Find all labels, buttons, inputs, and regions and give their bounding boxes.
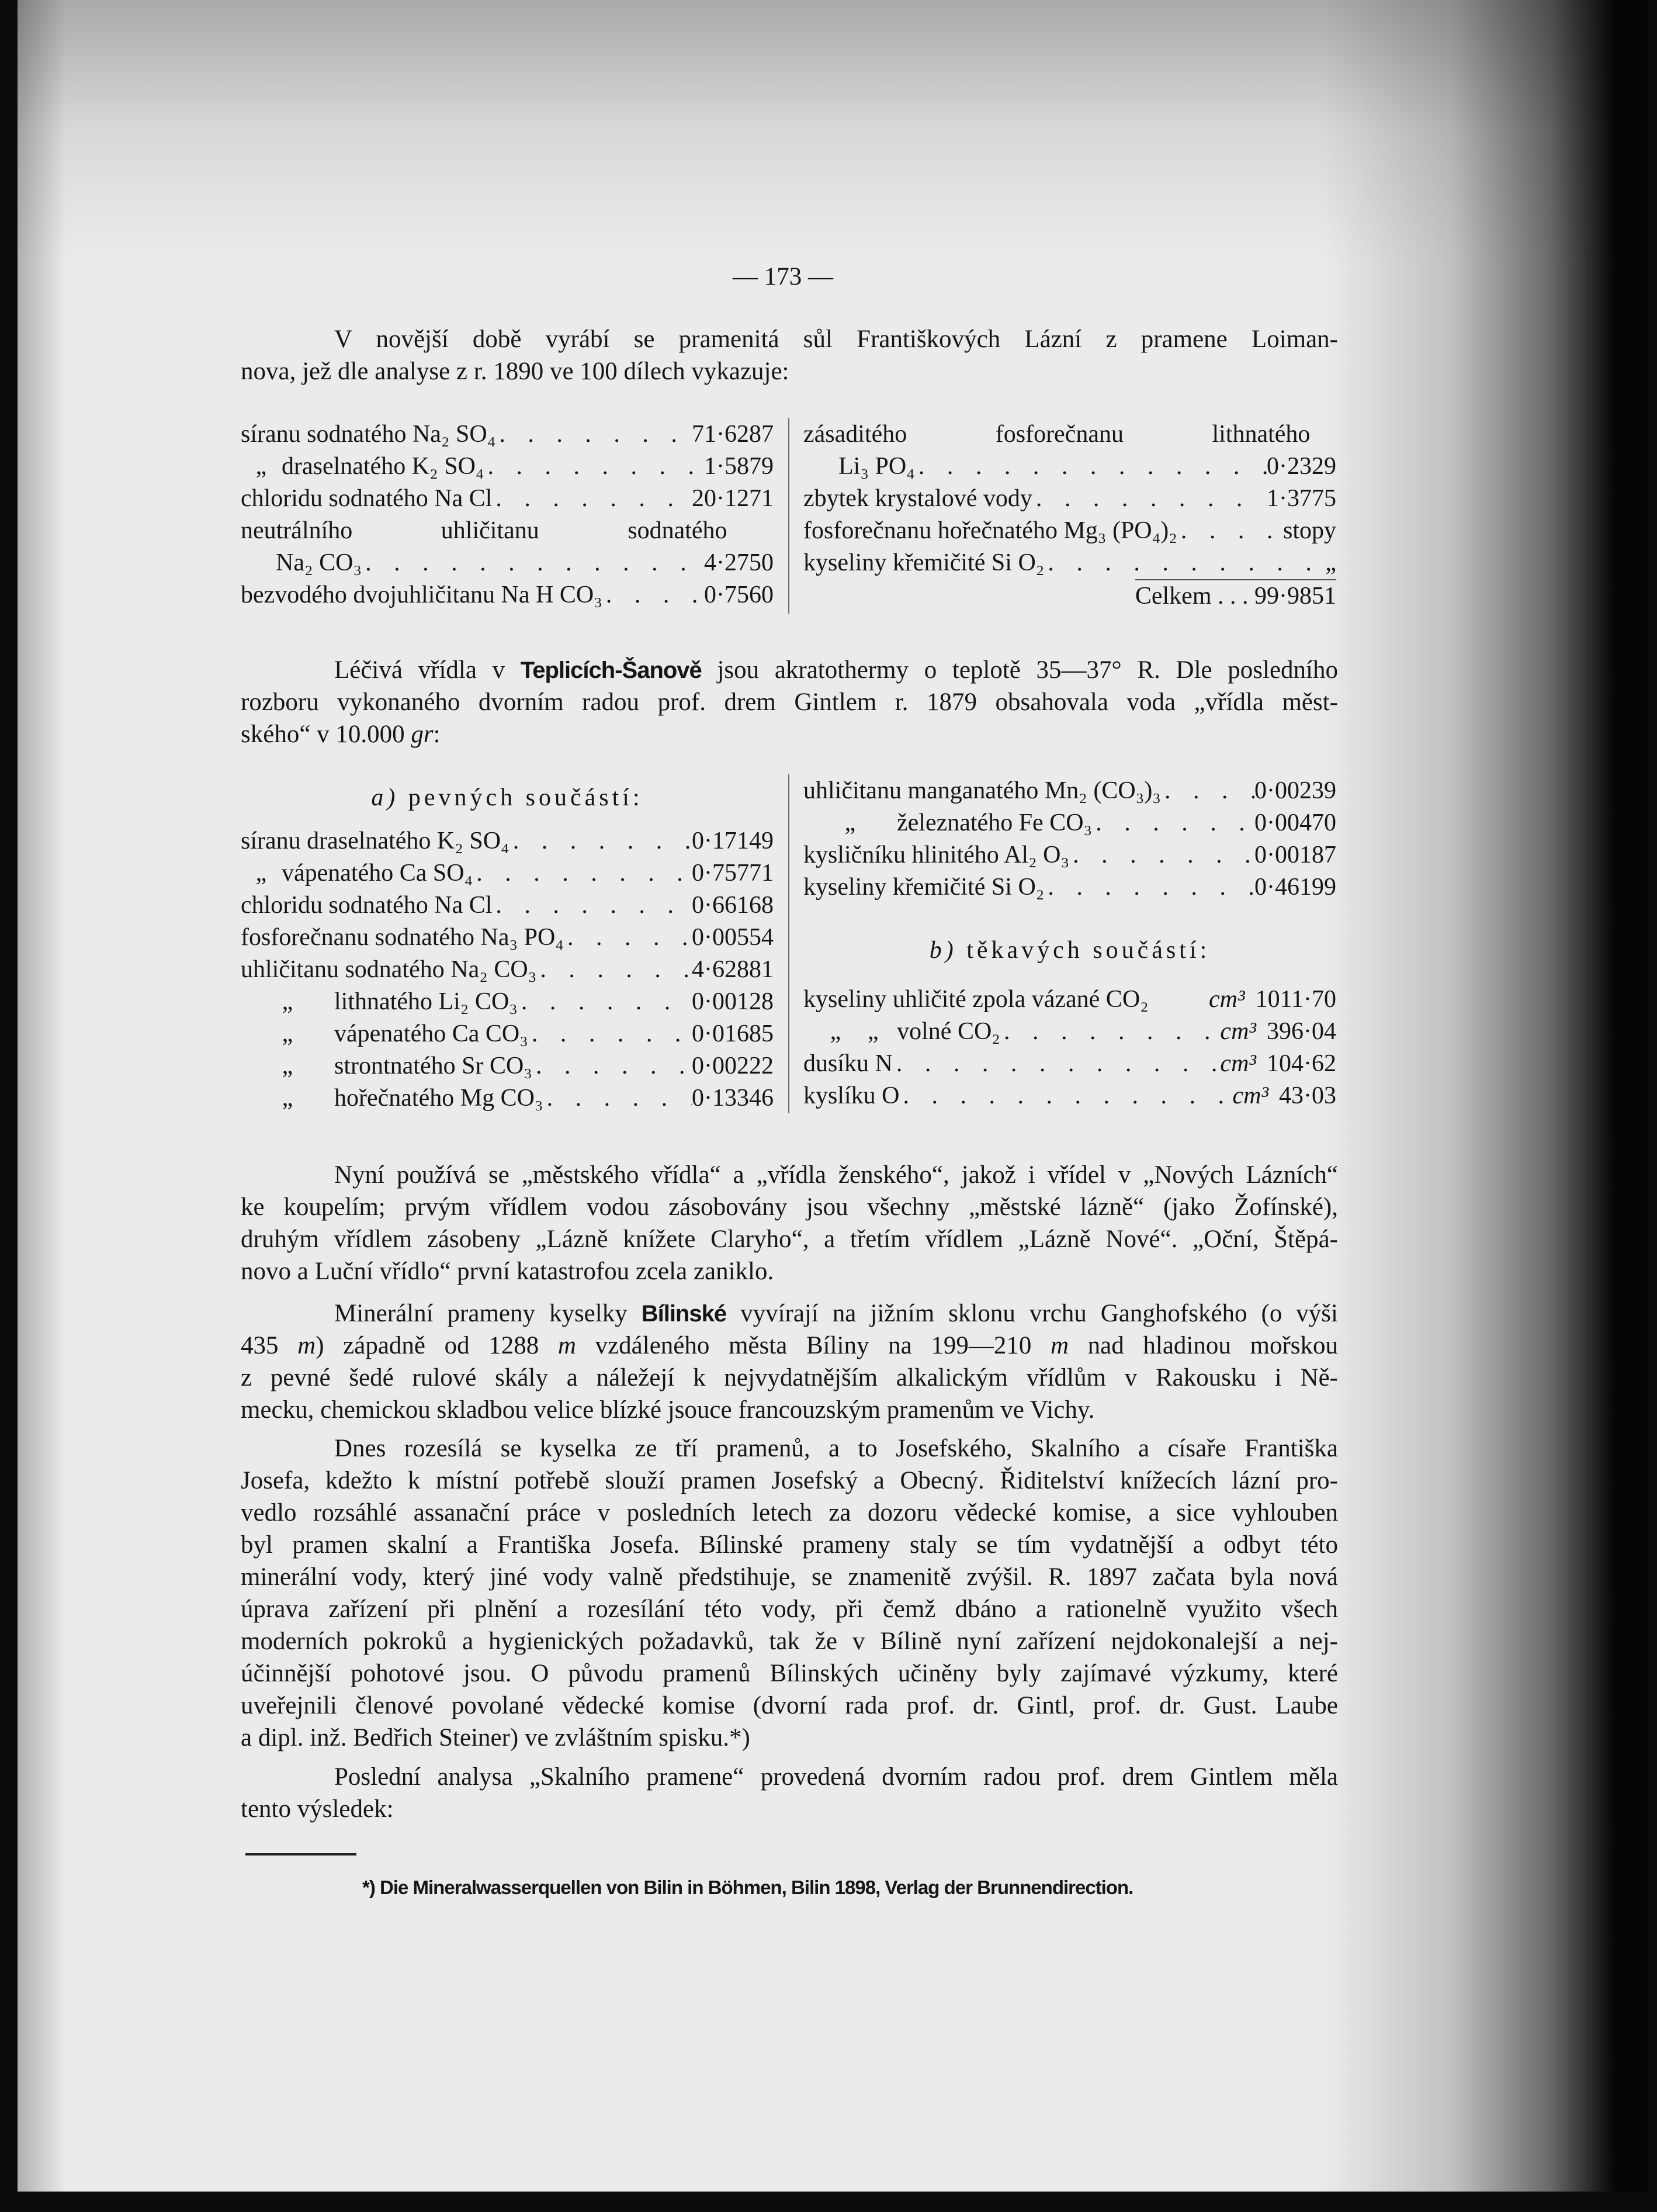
ditto-mark: „ bbox=[255, 453, 267, 480]
row-value: 4·2750 bbox=[704, 549, 774, 576]
row-label: chloridu sodnatého Na Cl bbox=[241, 892, 493, 919]
line-content bbox=[241, 688, 1338, 716]
text-run: uveřejnili členové povolané vědecké komise (dvorní rada prof. dr. Gintl, prof. dr. Gust. Laube bbox=[241, 1692, 1338, 1719]
line-content bbox=[241, 1692, 1338, 1719]
text-line bbox=[241, 654, 1338, 686]
table-row bbox=[241, 1050, 774, 1082]
line-content bbox=[241, 1660, 1338, 1687]
text-run: mecku, chemickou skladbou velice blízké jsouce francouzským pramenům ve Vichy. bbox=[241, 1396, 1095, 1424]
row-value: 0·66168 bbox=[692, 892, 774, 919]
table-row bbox=[803, 1080, 1336, 1112]
spacer bbox=[241, 814, 774, 825]
line-content bbox=[334, 1161, 1338, 1189]
table-row bbox=[803, 871, 1336, 904]
text-line bbox=[241, 1223, 1338, 1255]
table-row bbox=[241, 954, 774, 986]
row-label: dusíku N bbox=[803, 1050, 893, 1077]
bold-text: Bílinské bbox=[641, 1301, 727, 1327]
text-line bbox=[241, 1657, 1338, 1690]
row-label: chloridu sodnatého Na Cl bbox=[241, 485, 493, 512]
table1-column-divider bbox=[788, 418, 789, 614]
text-line bbox=[241, 1465, 1338, 1497]
row-value: 1·3775 bbox=[1267, 485, 1336, 512]
text-run: vedlo rozsáhlé assanační práce v posledních letech za dozoru vědecké komise, a sice vyhlouben bbox=[241, 1499, 1338, 1526]
dot-leader bbox=[1000, 1016, 1220, 1048]
table-row bbox=[241, 418, 774, 451]
table-row bbox=[803, 775, 1336, 807]
table2-right-column bbox=[803, 775, 1336, 904]
italic-text: m bbox=[297, 1332, 316, 1359]
line-content bbox=[241, 1563, 1338, 1591]
text-line bbox=[241, 1690, 1338, 1722]
line-content bbox=[241, 1795, 394, 1823]
total-cell bbox=[1135, 579, 1336, 612]
total-value: 99·9851 bbox=[1254, 583, 1336, 610]
row-label: fosforečnanu hořečnatého Mg₃ (PO₄)₂ bbox=[803, 517, 1177, 544]
row-label: kyseliny uhličité zpola vázané CO₂ bbox=[803, 986, 1149, 1013]
row-label: lithnatého Li₂ CO₃ bbox=[334, 988, 518, 1015]
text-line bbox=[241, 718, 1338, 750]
text-run: druhým vřídlem zásobeny „Lázně knížete Claryho“, a třetím vřídlem „Lázně Nové“. „Oční, Štěpá- bbox=[241, 1226, 1338, 1253]
heading-letter: a) bbox=[371, 784, 399, 811]
dot-leader bbox=[900, 1080, 1233, 1112]
text-line bbox=[241, 1191, 1338, 1223]
table-row bbox=[803, 579, 1336, 611]
unit-label: cm³ bbox=[1208, 986, 1245, 1013]
line-content bbox=[334, 1435, 1338, 1462]
dot-leader bbox=[484, 451, 704, 483]
table-row bbox=[241, 857, 774, 889]
row-value: 0·17149 bbox=[692, 828, 774, 854]
text-run: Léčivá vřídla v bbox=[334, 656, 521, 684]
text-run: Minerální prameny kyselky bbox=[334, 1300, 642, 1327]
text-run: byl pramen skalní a Františka Josefa. Bílinské prameny staly se tím vydatnější a odbyt této bbox=[241, 1531, 1338, 1559]
line-content bbox=[241, 1226, 1338, 1253]
table-row bbox=[803, 418, 1336, 451]
text-run: Josefa, kdežto k místní potřebě slouží pramen Josefský a Obecný. Řiditelství knížecích lázní pro- bbox=[241, 1467, 1338, 1494]
row-value: 4·62881 bbox=[692, 956, 774, 983]
dot-leader bbox=[1032, 483, 1267, 515]
footnote: *) Die Mineralwasserquellen von Bilin in Böhmen, Bilin 1898, Verlag der Brunnendirection. bbox=[362, 1877, 1133, 1898]
row-label: draselnatého K₂ SO₄ bbox=[282, 453, 484, 480]
dot-leader bbox=[1177, 515, 1283, 547]
table-row bbox=[241, 515, 774, 547]
row-value: 0·00128 bbox=[692, 988, 774, 1015]
dot-leader bbox=[1069, 839, 1254, 871]
table1-right-column bbox=[803, 418, 1336, 611]
table2-solid-components bbox=[241, 782, 774, 1114]
row-label: síranu sodnatého Na₂ SO₄ bbox=[241, 421, 496, 448]
row-label: hořečnatého Mg CO₃ bbox=[334, 1085, 543, 1112]
row-value: 0·00470 bbox=[1254, 809, 1336, 836]
text-line bbox=[241, 1297, 1338, 1330]
row-label: uhličitanu sodnatého Na₂ CO₃ bbox=[241, 956, 537, 983]
text-line bbox=[241, 686, 1338, 718]
row-value: „ bbox=[1325, 549, 1336, 576]
text-line bbox=[241, 1561, 1338, 1593]
text-line bbox=[241, 1529, 1338, 1561]
row-label: kyseliny křemičité Si O₂ bbox=[803, 874, 1045, 901]
row-label: vápenatého Ca SO₄ bbox=[282, 860, 473, 887]
ditto-mark: „ bbox=[830, 1018, 841, 1045]
row-value: 0·46199 bbox=[1254, 874, 1336, 901]
text-line bbox=[241, 1362, 1338, 1394]
paragraph-bilin-export bbox=[241, 1432, 1338, 1754]
row-value: 20·1271 bbox=[692, 485, 774, 512]
table-row bbox=[241, 547, 774, 579]
table-row bbox=[803, 1048, 1336, 1080]
table-row bbox=[241, 451, 774, 483]
row-value: 0·01685 bbox=[692, 1020, 774, 1047]
heading-letter: b) bbox=[929, 937, 957, 964]
row-label: uhličitanu manganatého Mn₂ (CO₃)₃ bbox=[803, 777, 1161, 804]
dot-leader bbox=[602, 579, 704, 611]
text-run: tento výsledek: bbox=[241, 1795, 394, 1823]
table-row bbox=[803, 839, 1336, 871]
row-value: 0·00222 bbox=[692, 1053, 774, 1079]
line-content bbox=[334, 326, 1338, 353]
row-value: 0·00554 bbox=[692, 924, 774, 951]
line-content bbox=[241, 1595, 1338, 1623]
row-label: zásaditého fosforečnanu lithnatého bbox=[803, 421, 1311, 448]
table-row bbox=[241, 986, 774, 1018]
heading-text: pevných součástí: bbox=[398, 784, 643, 811]
dot-leader bbox=[1044, 871, 1254, 904]
table-row bbox=[241, 889, 774, 922]
text-run: ) západně od 1288 bbox=[316, 1332, 558, 1359]
text-run: vzdáleného města Bíliny na 199—210 bbox=[576, 1332, 1051, 1359]
row-value: 0·13346 bbox=[692, 1085, 774, 1112]
line-content bbox=[241, 1499, 1338, 1526]
text-line bbox=[241, 1793, 1338, 1825]
table-row bbox=[241, 483, 774, 515]
text-line bbox=[241, 323, 1338, 355]
dot-leader bbox=[495, 418, 692, 451]
line-content bbox=[241, 1364, 1338, 1391]
line-content bbox=[334, 1300, 1338, 1327]
text-run: ke koupelím; prvým vřídlem vodou zásobovány jsou všechny „městské lázně“ (jako Žofínské), bbox=[241, 1193, 1338, 1221]
text-run: V novější době vyrábí se pramenitá sůl Františkových Lázní z pramene Loiman- bbox=[334, 326, 1338, 353]
row-label: kyseliny křemičité Si O₂ bbox=[803, 549, 1045, 576]
row-value: 0·2329 bbox=[1267, 453, 1336, 480]
heading-text: těkavých součástí: bbox=[956, 937, 1211, 964]
ditto-mark: „ bbox=[844, 809, 856, 836]
total-leader: . . . bbox=[1211, 583, 1254, 610]
table-row bbox=[803, 984, 1336, 1016]
line-content bbox=[241, 1258, 774, 1285]
italic-text: gr bbox=[411, 721, 434, 748]
line-content bbox=[241, 721, 441, 748]
table-row bbox=[241, 579, 774, 611]
text-run: Poslední analysa „Skalního pramene“ provedená dvorním radou prof. drem Gintlem měla bbox=[334, 1763, 1338, 1791]
dot-leader bbox=[492, 889, 692, 922]
dot-leader bbox=[528, 1018, 692, 1050]
line-content bbox=[241, 1531, 1338, 1559]
text-line bbox=[241, 1625, 1338, 1657]
row-value: 0·7560 bbox=[704, 581, 774, 608]
text-run: moderních pokroků a hygienických požadavků, tak že v Bílině nyní zařízení nejdokonalejší a nej- bbox=[241, 1628, 1338, 1655]
text-run: Dnes rozesílá se kyselka ze tří pramenů, a to Josefského, Skalního a císaře Františka bbox=[334, 1435, 1338, 1462]
italic-text: m bbox=[557, 1332, 576, 1359]
dot-leader bbox=[509, 825, 692, 857]
row-value: 0·75771 bbox=[692, 860, 774, 887]
total-label: Celkem bbox=[1135, 583, 1212, 610]
row-value: 0·00187 bbox=[1254, 842, 1336, 868]
text-run: účinnější pohotové jsou. O původu pramenů Bílinských učiněny byly zajímavé výzkumy, které bbox=[241, 1660, 1338, 1687]
text-line bbox=[241, 1159, 1338, 1191]
line-content bbox=[241, 1332, 1338, 1359]
section-heading bbox=[241, 782, 774, 814]
text-run: z pevné šedé rulové skály a náležejí k nejvydatnějším alkalickým vřídlům v Rakousku i Ně- bbox=[241, 1364, 1338, 1391]
text-run: novo a Luční vřídlo“ první katastrofou zcela zaniklo. bbox=[241, 1258, 774, 1285]
table2-column-divider bbox=[788, 774, 789, 1113]
table-row bbox=[241, 1082, 774, 1114]
line-content bbox=[241, 358, 789, 385]
table-row bbox=[803, 807, 1336, 839]
text-run: ského“ v 10.000 bbox=[241, 721, 411, 748]
text-line bbox=[241, 1394, 1338, 1426]
section-heading bbox=[803, 934, 1336, 967]
table-row bbox=[803, 483, 1336, 515]
dot-leader bbox=[536, 954, 692, 986]
table-row bbox=[241, 922, 774, 954]
paragraph-teplice bbox=[241, 654, 1338, 750]
row-label: fosforečnanu sodnatého Na₃ PO₄ bbox=[241, 924, 564, 951]
text-line bbox=[241, 1593, 1338, 1625]
text-run: rozboru vykonaného dvorním radou prof. drem Gintlem r. 1879 obsahovala voda „vřídla měst- bbox=[241, 688, 1338, 716]
paragraph-bilin-springs bbox=[241, 1297, 1338, 1426]
row-label: síranu draselnatého K₂ SO₄ bbox=[241, 828, 509, 854]
line-content bbox=[241, 1724, 750, 1751]
page-number: — 173 — bbox=[733, 263, 833, 290]
text-line bbox=[241, 1761, 1338, 1793]
dot-leader bbox=[893, 1048, 1221, 1080]
dot-leader bbox=[915, 451, 1267, 483]
row-label: Li₃ PO₄ bbox=[838, 453, 915, 480]
dot-leader bbox=[492, 483, 692, 515]
dot-leader bbox=[1044, 547, 1325, 579]
text-line bbox=[241, 1255, 1338, 1287]
ditto-mark: „ bbox=[282, 1053, 293, 1079]
spacer bbox=[803, 967, 1336, 984]
text-line bbox=[241, 1497, 1338, 1529]
row-label: vápenatého Ca CO₃ bbox=[334, 1020, 528, 1047]
row-label: neutrálního uhličitanu sodnatého bbox=[241, 517, 727, 544]
row-label: bezvodého dvojuhličitanu Na H CO₃ bbox=[241, 581, 602, 608]
paragraph-last-analysis bbox=[241, 1761, 1338, 1825]
table-row bbox=[803, 547, 1336, 579]
dot-leader bbox=[1092, 807, 1254, 839]
text-run: úprava zařízení při plnění a rozesílání této vody, při čemž dbáno a rationelně využito všech bbox=[241, 1595, 1338, 1623]
dot-leader bbox=[518, 986, 692, 1018]
line-content bbox=[241, 1396, 1094, 1424]
table-row bbox=[241, 1018, 774, 1050]
row-label: kyslíku O bbox=[803, 1082, 900, 1109]
dot-leader bbox=[564, 922, 692, 954]
text-run: minerální vody, který jiné vody valně předstihuje, se znamenitě zvýšil. R. 1897 začata byla nová bbox=[241, 1563, 1338, 1591]
text-run: nova, jež dle analyse z r. 1890 ve 100 dílech vykazuje: bbox=[241, 358, 789, 385]
text-line bbox=[241, 355, 1338, 387]
table-row bbox=[803, 451, 1336, 483]
row-label: zbytek krystalové vody bbox=[803, 485, 1032, 512]
dot-leader bbox=[543, 1082, 692, 1114]
paragraph-loimann-salt bbox=[241, 323, 1338, 387]
dot-leader bbox=[473, 857, 692, 889]
text-line bbox=[241, 1722, 1338, 1754]
ditto-mark: „ bbox=[282, 988, 293, 1015]
ditto-mark: „ bbox=[282, 1020, 293, 1047]
text-run: jsou akratothermy o teplotě 35—37° R. Dle posledního bbox=[701, 656, 1338, 684]
unit-label: cm³ bbox=[1232, 1082, 1268, 1109]
row-value: 43·03 bbox=[1279, 1082, 1336, 1109]
row-label: kysličníku hlinitého Al₂ O₃ bbox=[803, 842, 1070, 868]
dot-leader bbox=[532, 1050, 692, 1082]
row-label: strontnatého Sr CO₃ bbox=[334, 1053, 532, 1079]
text-run: nad hladinou mořskou bbox=[1069, 1332, 1338, 1359]
line-content bbox=[241, 1628, 1338, 1655]
row-value: 1·5879 bbox=[704, 453, 774, 480]
row-label: „ volné CO₂ bbox=[868, 1018, 1000, 1045]
paragraph-springs-usage bbox=[241, 1159, 1338, 1287]
line-content bbox=[334, 1763, 1338, 1791]
row-label: Na₂ CO₃ bbox=[276, 549, 362, 576]
table-row bbox=[803, 515, 1336, 547]
text-run: a dipl. inž. Bedřich Steiner) ve zvláštním spisku.*) bbox=[241, 1724, 750, 1751]
row-value: 1011·70 bbox=[1255, 986, 1336, 1013]
text-run: Nyní používá se „městského vřídla“ a „vřídla ženského“, jakož i vřídel v „Nových Lázních“ bbox=[334, 1161, 1338, 1189]
footnote-rule bbox=[245, 1853, 356, 1856]
text-line bbox=[241, 1330, 1338, 1362]
dot-leader bbox=[1161, 775, 1254, 807]
unit-label: cm³ bbox=[1220, 1018, 1256, 1045]
text-run: : bbox=[433, 721, 441, 748]
row-value: stopy bbox=[1282, 517, 1336, 544]
text-line bbox=[241, 1432, 1338, 1465]
line-content bbox=[334, 656, 1338, 684]
ditto-mark: „ bbox=[255, 860, 267, 887]
unit-label: cm³ bbox=[1220, 1050, 1256, 1077]
ditto-mark: „ bbox=[282, 1085, 293, 1112]
row-value: 104·62 bbox=[1267, 1050, 1336, 1077]
row-value: 396·04 bbox=[1267, 1018, 1336, 1045]
table-row bbox=[241, 825, 774, 857]
text-run: 435 bbox=[241, 1332, 298, 1359]
italic-text: m bbox=[1050, 1332, 1069, 1359]
row-value: 71·6287 bbox=[692, 421, 774, 448]
bold-text: Teplicích-Šanově bbox=[520, 657, 702, 683]
line-content bbox=[241, 1467, 1338, 1494]
table1-left-column bbox=[241, 418, 774, 611]
row-label: železnatého Fe CO₃ bbox=[897, 809, 1093, 836]
table2-volatile-components bbox=[803, 934, 1336, 1112]
table-row bbox=[803, 1016, 1336, 1048]
dot-leader bbox=[362, 547, 704, 579]
text-run: vyvírají na jižním sklonu vrchu Ganghofského (o výši bbox=[726, 1300, 1338, 1327]
row-value: 0·00239 bbox=[1254, 777, 1336, 804]
line-content bbox=[241, 1193, 1338, 1221]
